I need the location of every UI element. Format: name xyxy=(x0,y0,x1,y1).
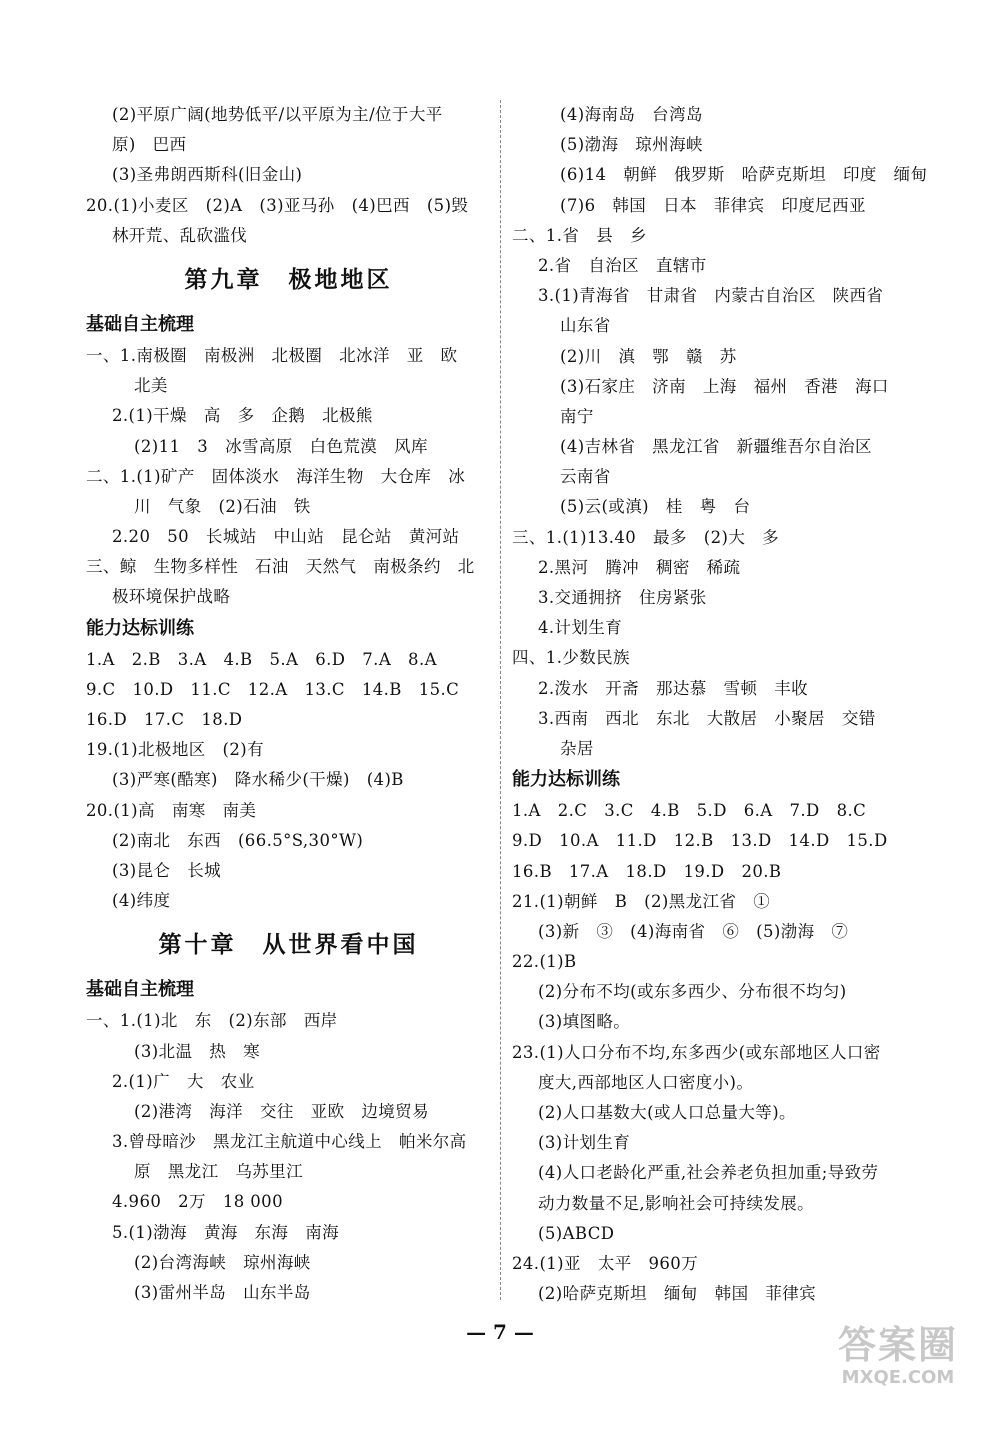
answer-line: (2)南北 东西 (66.5°S,30°W) xyxy=(112,830,364,850)
answer-line: 4.计划生育 xyxy=(538,618,623,638)
answer-line: (3)圣弗朗西斯科(旧金山) xyxy=(112,165,303,185)
answer-line: (4)吉林省 黑龙江省 新疆维吾尔自治区 xyxy=(560,437,872,457)
watermark-logo-text: 答案圈 xyxy=(837,1323,958,1367)
section-heading: 能力达标训练 xyxy=(512,769,620,791)
answer-line: 3.西南 西北 东北 大散居 小聚居 交错 xyxy=(538,708,876,728)
section-heading: 能力达标训练 xyxy=(86,617,194,639)
answer-line: (7)6 韩国 日本 菲律宾 印度尼西亚 xyxy=(560,195,866,215)
answer-line: (3)石家庄 济南 上海 福州 香港 海口 xyxy=(560,376,889,396)
answer-line: 2.(1)干燥 高 多 企鹅 北极熊 xyxy=(112,406,373,426)
answer-line: 9.D 10.A 11.D 12.B 13.D 14.D 15.D xyxy=(512,831,888,851)
left-column xyxy=(86,100,491,1308)
answer-line: 22.(1)B xyxy=(512,952,577,972)
answer-line: 度大,西部地区人口密度小)。 xyxy=(538,1072,754,1092)
answer-line: (4)人口老龄化严重,社会养老负担加重;导致劳 xyxy=(538,1163,879,1183)
answer-line: 一、1.南极圈 南极洲 北极圈 北冰洋 亚 欧 xyxy=(86,345,458,365)
answer-line: 23.(1)人口分布不均,东多西少(或东部地区人口密 xyxy=(512,1042,881,1062)
answer-line: (2)台湾海峡 琼州海峡 xyxy=(134,1252,311,1272)
answer-line: 3.(1)青海省 甘肃省 内蒙古自治区 陕西省 xyxy=(538,286,884,306)
watermark-logo xyxy=(818,1323,978,1393)
answer-line: 4.960 2万 18 000 xyxy=(112,1192,283,1212)
answer-line: (2)哈萨克斯坦 缅甸 韩国 菲律宾 xyxy=(538,1284,817,1304)
watermark-url: MXQE.COM xyxy=(841,1367,955,1388)
answer-line: (3)填图略。 xyxy=(538,1012,631,1032)
answer-line: 24.(1)亚 太平 960万 xyxy=(512,1253,699,1273)
answer-line: 5.(1)渤海 黄海 东海 南海 xyxy=(112,1222,340,1242)
answer-line: 林开荒、乱砍滥伐 xyxy=(112,225,248,245)
answer-line: 原 黑龙江 乌苏里江 xyxy=(134,1162,303,1182)
answer-line: 川 气象 (2)石油 铁 xyxy=(134,496,311,516)
answer-line: (5)云(或滇) 桂 粤 台 xyxy=(560,497,751,517)
answer-line: 2.20 50 长城站 中山站 昆仑站 黄河站 xyxy=(112,527,460,547)
answer-line: (3)严寒(酷寒) 降水稀少(干燥) (4)B xyxy=(112,770,404,790)
answer-line: (3)新 ③ (4)海南省 ⑥ (5)渤海 ⑦ xyxy=(538,921,849,941)
answer-line: (5)ABCD xyxy=(538,1223,615,1243)
answer-line: 三、鲸 生物多样性 石油 天然气 南极条约 北 xyxy=(86,557,475,577)
answer-line: 2.黑河 腾冲 稠密 稀疏 xyxy=(538,557,741,577)
answer-line: (2)分布不均(或东多西少、分布很不均匀) xyxy=(538,982,847,1002)
answer-line: (2)11 3 冰雪高原 白色荒漠 风库 xyxy=(134,436,428,456)
answer-line: 二、1.省 县 乡 xyxy=(512,225,647,245)
answer-line: 3.交通拥挤 住房紧张 xyxy=(538,588,707,607)
answer-line: 三、1.(1)13.40 最多 (2)大 多 xyxy=(512,527,780,547)
answer-line: (2)港湾 海洋 交往 亚欧 边境贸易 xyxy=(134,1101,429,1121)
answer-line: (3)雷州半岛 山东半岛 xyxy=(134,1283,311,1302)
answer-line: 动力数量不足,影响社会可持续发展。 xyxy=(538,1193,815,1213)
answer-line: 2.(1)广 大 农业 xyxy=(112,1071,255,1091)
chapter-title: 第九章 极地地区 xyxy=(184,265,393,293)
section-heading: 基础自主梳理 xyxy=(86,313,194,335)
answer-line: 9.C 10.D 11.C 12.A 13.C 14.B 15.C xyxy=(86,679,460,699)
answer-line: 极环境保护战略 xyxy=(112,587,231,607)
answer-line: 原) 巴西 xyxy=(112,135,187,155)
answer-line: (5)渤海 琼州海峡 xyxy=(560,135,703,155)
answer-line: 1.A 2.B 3.A 4.B 5.A 6.D 7.A 8.A xyxy=(86,649,437,669)
answer-line: 19.(1)北极地区 (2)有 xyxy=(86,740,264,760)
answer-line: 四、1.少数民族 xyxy=(512,648,630,668)
page-number: — 7 — xyxy=(466,1320,534,1344)
answer-line: 南宁 xyxy=(560,406,594,426)
answer-line: (3)昆仑 长城 xyxy=(112,860,222,880)
answer-line: 二、1.(1)矿产 固体淡水 海洋生物 大仓库 冰 xyxy=(86,466,466,486)
section-heading: 基础自主梳理 xyxy=(86,979,194,1001)
answer-line: 21.(1)朝鲜 B (2)黑龙江省 ① xyxy=(512,891,771,911)
answer-line: 山东省 xyxy=(560,316,611,336)
answer-line: 2.泼水 开斋 那达慕 雪顿 丰收 xyxy=(538,678,809,698)
chapter-title: 第十章 从世界看中国 xyxy=(158,931,419,959)
answer-line: 一、1.(1)北 东 (2)东部 西岸 xyxy=(86,1011,338,1031)
answer-line: 16.D 17.C 18.D xyxy=(86,710,243,729)
answer-line: 2.省 自治区 直辖市 xyxy=(538,255,707,275)
answer-line: (2)川 滇 鄂 赣 苏 xyxy=(560,346,737,366)
answer-line: (6)14 朝鲜 俄罗斯 哈萨克斯坦 印度 缅甸 xyxy=(560,165,928,185)
answer-line: 1.A 2.C 3.C 4.B 5.D 6.A 7.D 8.C xyxy=(512,801,867,821)
answer-line: 云南省 xyxy=(560,467,611,487)
answer-line: 16.B 17.A 18.D 19.D 20.B xyxy=(512,861,782,881)
answer-line: 杂居 xyxy=(560,738,594,758)
right-column xyxy=(512,100,932,1309)
answer-line: (4)纬度 xyxy=(112,891,171,911)
answer-line: (3)计划生育 xyxy=(538,1133,631,1153)
answer-line: (4)海南岛 台湾岛 xyxy=(560,105,703,124)
answer-line: 3.曾母暗沙 黑龙江主航道中心线上 帕米尔高 xyxy=(112,1132,467,1152)
answer-line: 北美 xyxy=(134,376,168,396)
answer-line: 20.(1)小麦区 (2)A (3)亚马孙 (4)巴西 (5)毁 xyxy=(86,195,469,215)
answer-line: (3)北温 热 寒 xyxy=(134,1041,260,1061)
answer-line: (2)平原广阔(地势低平/以平原为主/位于大平 xyxy=(112,105,443,124)
answer-line: (2)人口基数大(或人口总量大等)。 xyxy=(538,1103,796,1122)
answer-line: 20.(1)高 南寒 南美 xyxy=(86,800,257,820)
column-divider xyxy=(500,100,501,1300)
